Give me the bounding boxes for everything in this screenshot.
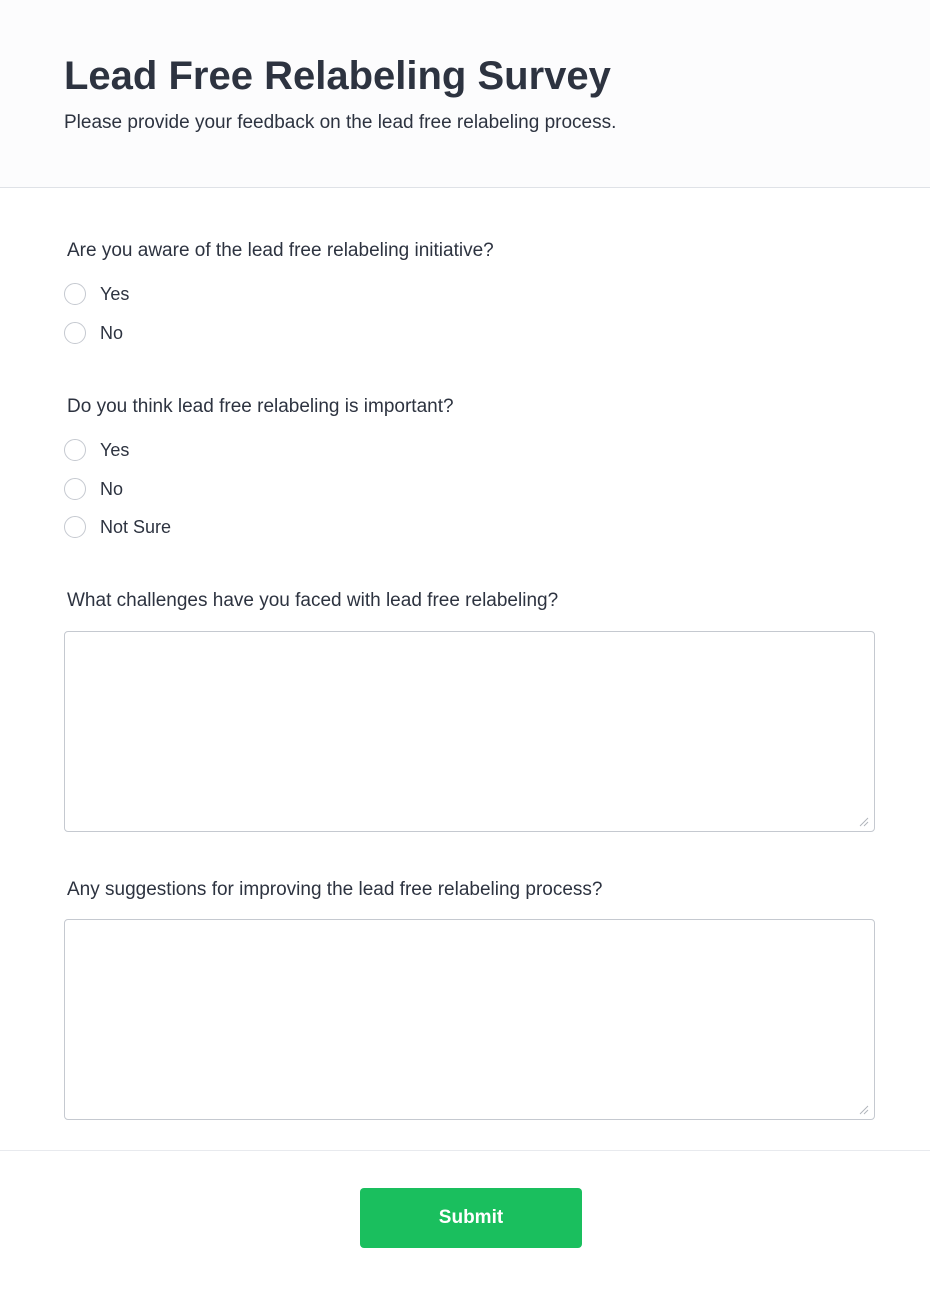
question-challenges-label: What challenges have you faced with lead free relabeling? bbox=[67, 590, 559, 611]
challenges-textarea[interactable] bbox=[64, 631, 875, 832]
radio-circle-icon[interactable] bbox=[64, 439, 86, 461]
suggestions-textarea[interactable] bbox=[64, 919, 875, 1120]
survey-header bbox=[0, 0, 930, 188]
page-subtitle: Please provide your feedback on the lead free relabeling process. bbox=[64, 112, 617, 133]
submit-button[interactable]: Submit bbox=[360, 1188, 582, 1248]
radio-circle-icon[interactable] bbox=[64, 478, 86, 500]
question-importance-label: Do you think lead free relabeling is important? bbox=[67, 396, 454, 417]
resize-grip-icon[interactable] bbox=[859, 817, 869, 827]
importance-option-no-label: No bbox=[100, 479, 124, 499]
page-title: Lead Free Relabeling Survey bbox=[64, 54, 611, 98]
question-awareness-label: Are you aware of the lead free relabeling initiative? bbox=[67, 240, 494, 261]
radio-circle-icon[interactable] bbox=[64, 322, 86, 344]
question-suggestions-label: Any suggestions for improving the lead free relabeling process? bbox=[67, 879, 603, 900]
importance-option-yes-label: Yes bbox=[100, 440, 130, 460]
importance-option-yes[interactable] bbox=[64, 437, 129, 463]
importance-option-no[interactable] bbox=[64, 476, 123, 502]
radio-circle-icon[interactable] bbox=[64, 516, 86, 538]
awareness-option-no-label: No bbox=[100, 323, 124, 343]
awareness-option-yes-label: Yes bbox=[100, 284, 130, 304]
awareness-option-no[interactable] bbox=[64, 320, 123, 346]
awareness-option-yes[interactable] bbox=[64, 281, 129, 307]
resize-grip-icon[interactable] bbox=[859, 1105, 869, 1115]
importance-option-not-sure-label: Not Sure bbox=[100, 517, 172, 537]
radio-circle-icon[interactable] bbox=[64, 283, 86, 305]
importance-option-not-sure[interactable] bbox=[64, 514, 171, 540]
